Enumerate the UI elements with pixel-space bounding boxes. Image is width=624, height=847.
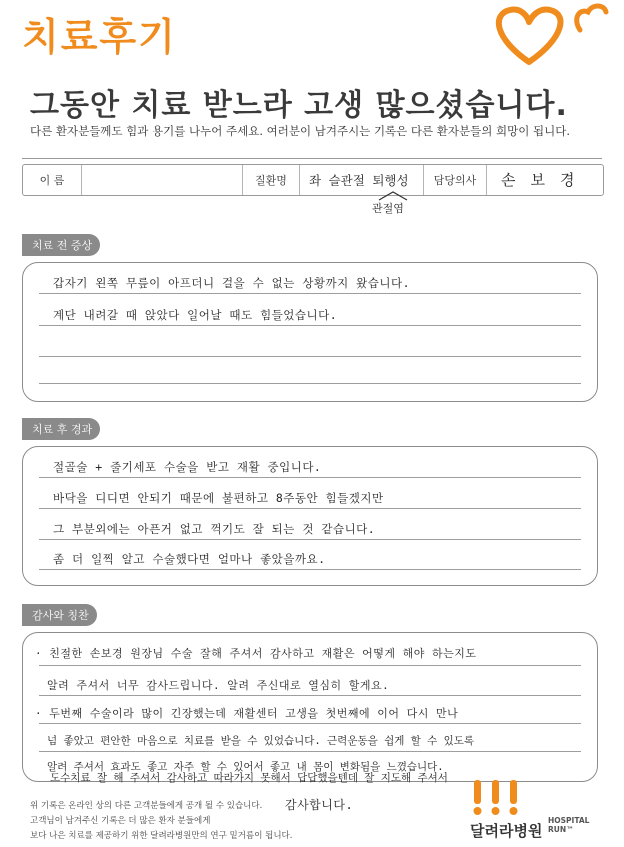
ruled-line bbox=[39, 383, 581, 384]
logo-name: 달려라병원 bbox=[470, 822, 543, 840]
footnote-2: 고객님이 남겨주신 기록은 더 많은 환자 분들에게 bbox=[30, 816, 211, 826]
ruled-line bbox=[39, 477, 581, 478]
exclamation-logo-icon bbox=[468, 778, 528, 818]
ruled-line bbox=[39, 356, 581, 357]
logo-sub bbox=[548, 816, 589, 834]
footnote-3: 보다 나은 치료를 제공하기 위한 달려라병원만의 연구 밑거름이 됩니다. bbox=[30, 831, 293, 841]
info-box bbox=[22, 164, 604, 196]
disease-value[interactable]: 좌 슬관절 퇴행성 bbox=[309, 173, 409, 188]
footnote-1: 위 기록은 온라인 상의 다른 고객분들에게 공개 될 수 있습니다. bbox=[30, 801, 263, 811]
section-label-thanks: 감사와 칭찬 bbox=[22, 604, 97, 626]
thanks-line-6: 도수치료 잘 해 주셔서 감사하고 따라가지 못해서 답답했을텐데 잘 지도해 주셔서 bbox=[50, 772, 448, 784]
disease-label: 질환명 bbox=[255, 174, 287, 187]
ruled-line bbox=[39, 569, 581, 570]
page-title: 치료후기 bbox=[22, 15, 177, 59]
section-label-before: 치료 전 증상 bbox=[22, 234, 100, 256]
heart-icon bbox=[484, 0, 624, 70]
ruled-line bbox=[39, 508, 581, 509]
after-line-1: 절골술 + 줄기세포 수술을 받고 재활 중입니다. bbox=[53, 460, 322, 474]
thanks-line-2: 알려 주셔서 너무 감사드립니다. 알려 주신대로 열심히 할게요. bbox=[47, 679, 390, 692]
ruled-line bbox=[39, 695, 581, 696]
section-label-after: 치료 후 경과 bbox=[22, 418, 100, 440]
thanks-line-3: · 두번째 수술이라 많이 긴장했는데 재활센터 고생을 첫번째에 이어 다시 만나 bbox=[35, 707, 459, 720]
ruled-line bbox=[39, 665, 581, 666]
doctor-value[interactable]: 손 보 경 bbox=[501, 171, 578, 189]
logo-sub-line: HOSPITAL bbox=[548, 816, 590, 825]
before-line-1: 갑자기 왼쪽 무릎이 아프더니 걸을 수 없는 상황까지 왔습니다. bbox=[53, 276, 411, 290]
name-value[interactable] bbox=[82, 165, 242, 195]
after-line-4: 좀 더 일찍 알고 수술했다면 얼마나 좋았을까요. bbox=[53, 552, 326, 566]
disease-extra: 관절염 bbox=[372, 202, 404, 215]
thanks-box bbox=[22, 632, 598, 782]
headline: 그동안 치료 받느라 고생 많으셨습니다. bbox=[30, 88, 568, 123]
divider bbox=[22, 158, 602, 159]
thanks-line-1: · 친절한 손보경 원장님 수술 잘해 주셔서 감사하고 재활은 어떻게 해야 하는지도 bbox=[35, 647, 477, 660]
divider bbox=[486, 165, 487, 195]
before-box bbox=[22, 262, 598, 402]
ruled-line bbox=[39, 325, 581, 326]
after-line-3: 그 부분외에는 아픈거 없고 꺽기도 잘 되는 것 같습니다. bbox=[53, 522, 376, 536]
thanks-line-5: 알려 주셔서 효과도 좋고 자주 할 수 있어서 좋고 내 몸이 변화됨을 느꼈습니다. bbox=[47, 761, 444, 773]
thanks-line-7: 감사합니다. bbox=[285, 798, 354, 812]
doctor-label: 담당의사 bbox=[433, 174, 477, 187]
ruled-line bbox=[39, 751, 581, 752]
before-line-2: 계단 내려갈 때 앉았다 일어날 때도 힘들었습니다. bbox=[53, 308, 338, 322]
ruled-line bbox=[39, 293, 581, 294]
thanks-line-4: 넘 좋았고 편안한 마음으로 치료를 받을 수 있었습니다. 근력운동을 쉽게 할 수 있도록 bbox=[47, 735, 475, 747]
name-label: 이 름 bbox=[39, 174, 65, 187]
divider bbox=[299, 165, 300, 195]
subline: 다른 환자분들께도 힘과 용기를 나누어 주세요. 여러분이 남겨주시는 기록은 다른 환자분들의 희망이 됩니다. bbox=[30, 124, 570, 138]
after-box bbox=[22, 446, 598, 586]
ruled-line bbox=[39, 539, 581, 540]
ruled-line bbox=[39, 723, 581, 724]
logo-sub-line: RUN™ bbox=[548, 825, 574, 834]
after-line-2: 바닥을 디디면 안되기 때문에 불편하고 8주동안 힘들겠지만 bbox=[53, 491, 384, 505]
